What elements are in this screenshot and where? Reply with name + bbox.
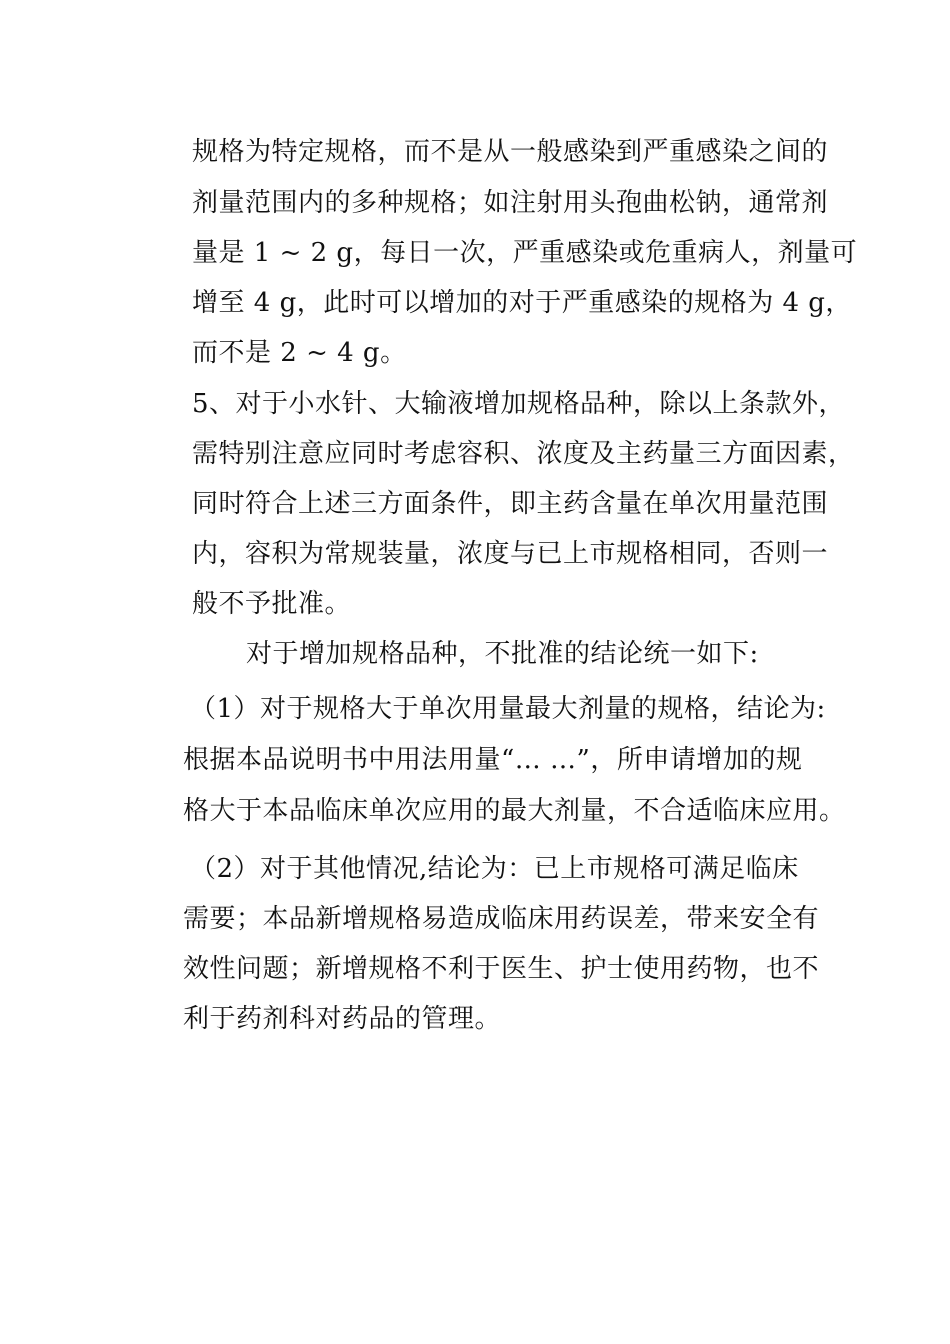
text-line: 需特别注意应同时考虑容积、浓度及主药量三方面因素， <box>192 439 855 469</box>
text-line: 般不予批准。 <box>192 589 352 619</box>
text-line: 格大于本品临床单次应用的最大剂量，不合适临床应用。 <box>183 796 846 826</box>
text-line: 效性问题；新增规格不利于医生、护士使用药物，也不 <box>183 954 820 984</box>
text-line: 利于药剂科对药品的管理。 <box>183 1004 502 1034</box>
text-line: 剂量范围内的多种规格；如注射用头孢曲松钠，通常剂 <box>192 188 829 218</box>
conclusion-2: （2）对于其他情况,结论为：已上市规格可满足临床 <box>190 854 799 884</box>
conclusion-1: （1）对于规格大于单次用量最大剂量的规格，结论为: <box>190 694 826 724</box>
list-item-5: 5、对于小水针、大输液增加规格品种，除以上条款外， <box>192 389 846 419</box>
text-line: 根据本品说明书中用法用量“… …”，所申请增加的规 <box>183 745 803 775</box>
text-line: 规格为特定规格，而不是从一般感染到严重感染之间的 <box>192 137 829 167</box>
text-line: 增至 4 g，此时可以增加的对于严重感染的规格为 4 g， <box>192 288 852 318</box>
text-line: 内，容积为常规装量，浓度与已上市规格相同，否则一 <box>192 539 829 569</box>
paragraph-intro: 对于增加规格品种，不批准的结论统一如下: <box>246 639 759 669</box>
text-line: 同时符合上述三方面条件，即主药含量在单次用量范围 <box>192 489 829 519</box>
text-line: 需要；本品新增规格易造成临床用药误差，带来安全有 <box>183 904 820 934</box>
text-line: 而不是 2 ~ 4 g。 <box>192 338 407 368</box>
text-line: 量是 1 ~ 2 g，每日一次，严重感染或危重病人，剂量可 <box>192 238 858 268</box>
